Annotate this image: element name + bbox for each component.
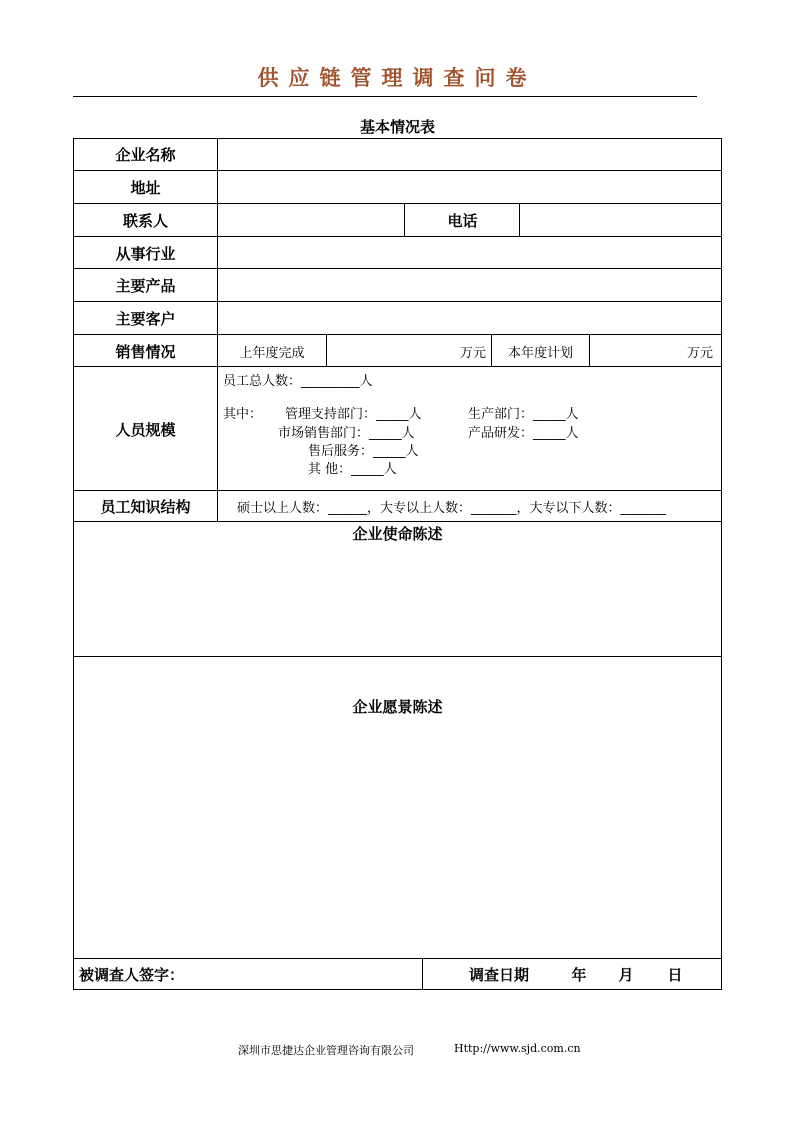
staff-other: 其 他：_____人 xyxy=(308,462,397,477)
staff-among: 其中： xyxy=(223,407,263,422)
contact-label: 联系人 xyxy=(122,212,168,230)
last-year-label: 上年度完成 xyxy=(239,345,305,361)
survey-date-label: 调查日期 xyxy=(468,965,529,984)
basic-info-table xyxy=(73,138,722,990)
table-title: 基本情况表 xyxy=(359,118,435,136)
month-label: 月 xyxy=(618,965,634,984)
day-label: 日 xyxy=(667,965,683,984)
vision-heading: 企业愿景陈述 xyxy=(352,697,443,716)
staff-mgmt: 管理支持部门：_____人 xyxy=(285,407,422,422)
sales-label: 销售情况 xyxy=(115,342,176,361)
main-customers-field[interactable] xyxy=(218,303,721,334)
mission-field[interactable] xyxy=(74,544,721,656)
phone-label: 电话 xyxy=(447,212,478,230)
industry-label: 从事行业 xyxy=(115,244,176,263)
signature-label: 被调查人签字： xyxy=(79,965,185,984)
company-name-label: 企业名称 xyxy=(115,146,176,164)
staff-total: 员工总人数：_________人 xyxy=(223,374,373,389)
year-label: 年 xyxy=(571,965,587,984)
staff-size-label: 人员规模 xyxy=(115,420,176,439)
document-title: 供应链管理调查问卷 xyxy=(257,65,537,90)
contact-field[interactable] xyxy=(218,205,404,236)
vision-field[interactable] xyxy=(74,718,721,958)
staff-after-sales: 售后服务：_____人 xyxy=(308,444,419,459)
phone-field[interactable] xyxy=(520,205,721,236)
title-divider xyxy=(73,96,697,97)
company-name-field[interactable] xyxy=(218,139,721,170)
last-year-unit: 万元 xyxy=(459,345,486,361)
staff-marketing: 市场销售部门：_____人 xyxy=(278,426,415,441)
knowledge-label: 员工知识结构 xyxy=(100,498,191,516)
footer-company: 深圳市思捷达企业管理咨询有限公司 xyxy=(238,1044,414,1057)
footer-url[interactable]: Http://www.sjd.com.cn xyxy=(454,1042,581,1055)
main-products-label: 主要产品 xyxy=(115,277,176,295)
address-field[interactable] xyxy=(218,172,721,203)
main-products-field[interactable] xyxy=(218,270,721,301)
mission-heading: 企业使命陈述 xyxy=(352,524,443,543)
this-year-label: 本年度计划 xyxy=(507,345,573,361)
address-label: 地址 xyxy=(130,179,161,197)
staff-production: 生产部门：_____人 xyxy=(468,407,579,422)
main-customers-label: 主要客户 xyxy=(115,310,176,328)
industry-field[interactable] xyxy=(218,238,721,268)
this-year-unit: 万元 xyxy=(686,345,713,361)
staff-rd: 产品研发：_____人 xyxy=(468,426,579,441)
knowledge-text: 硕士以上人数：______，大专以上人数：_______，大专以下人数：_______ xyxy=(237,501,667,516)
